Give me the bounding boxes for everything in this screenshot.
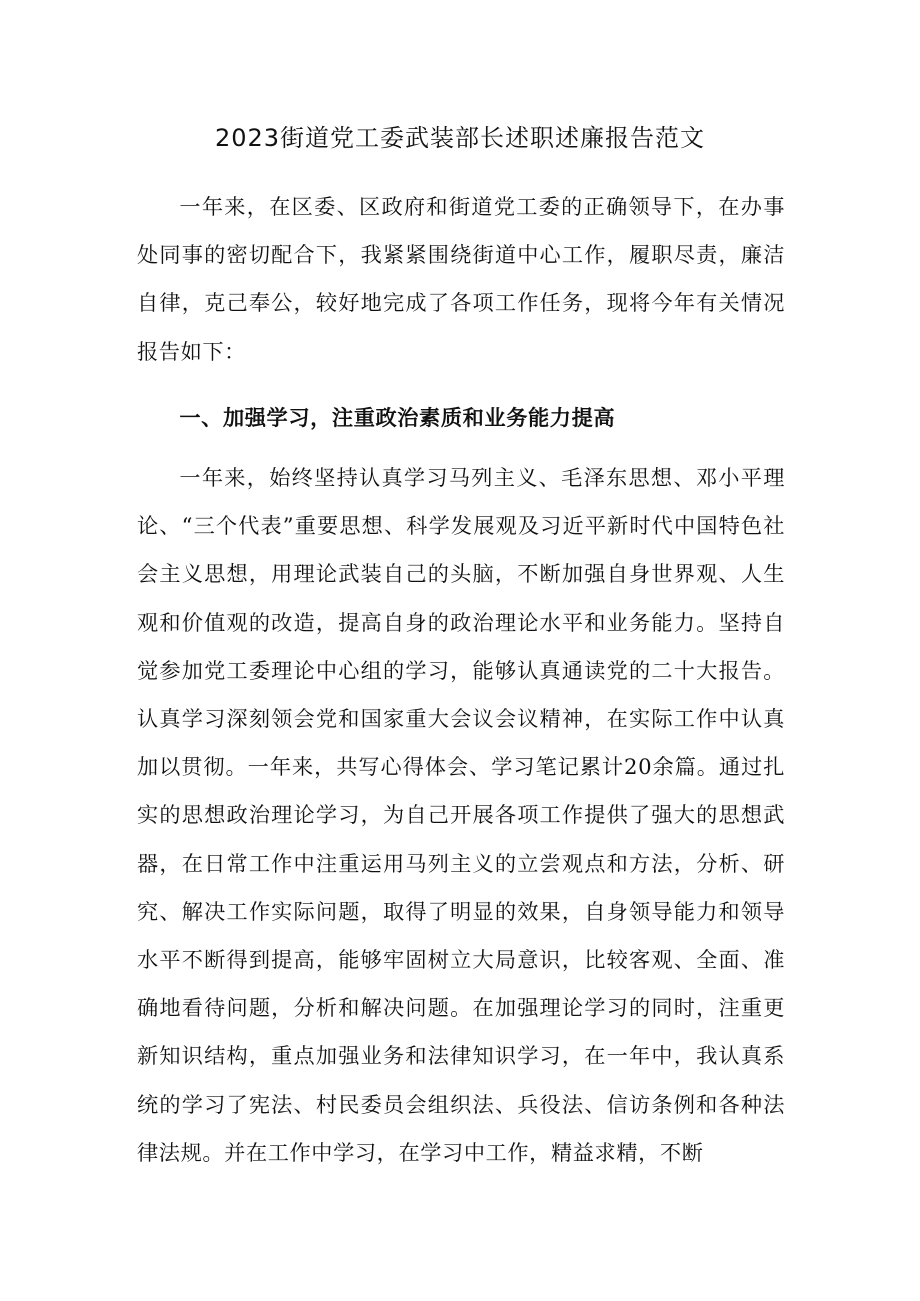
intro-paragraph: 一年来，在区委、区政府和街道党工委的正确领导下，在办事处同事的密切配合下，我紧紧围绕街道中心工作，履职尽责，廉洁自律，克己奉公，较好地完成了各项工作任务，现将今年有关情况报告如下： bbox=[137, 194, 785, 364]
document-title: 2023街道党工委武装部长述职述廉报告范文 bbox=[214, 124, 706, 152]
section-1-paragraph: 一年来，始终坚持认真学习马列主义、毛泽东思想、邓小平理论、“三个代表”重要思想、科学发展观及习近平新时代中国特色社会主义思想，用理论武装自己的头脑，不断加强自身世界观、人生观和价值观的改造，提高自身的政治理论水平和业务能力。坚持自觉参加党工委理论中心组的学习，能够认真通读党的二十大报告。认真学习深刻领会党和国家重大会议会议精神，在实际工作中认真加以贯彻。一年来，共写心得体会、学习笔记累计20余篇。通过扎实的思想政治理论学习，为自己开展各项工作提供了强大的思想武器，在日常工作中注重运用马列主义的立尝观点和方法，分析、研究、解决工作实际问题，取得了明显的效果，自身领导能力和领导水平不断得到提高，能够牢固树立大局意识，比较客观、全面、准确地看待问题，分析和解决问题。在加强理论学习的同时，注重更新知识结构，重点加强业务和法律知识学习，在一年中，我认真系统的学习了宪法、村民委员会组织法、兵役法、信访条例和各种法律法规。并在工作中学习，在学习中工作，精益求精，不断 bbox=[137, 465, 785, 1165]
section-heading-1: 一、加强学习，注重政治素质和业务能力提高 bbox=[179, 405, 616, 430]
